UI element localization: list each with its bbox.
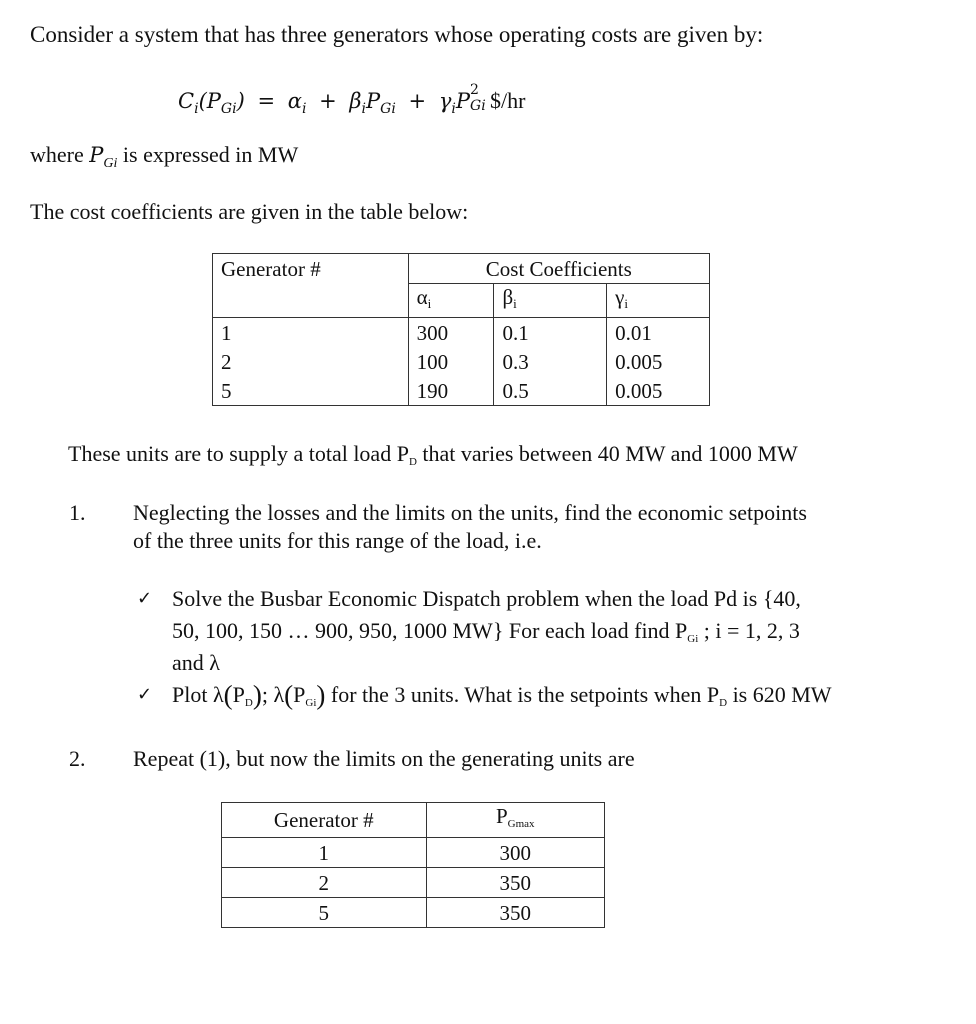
limits-cell-pmax: 350 bbox=[426, 898, 604, 928]
limits-cell-gen: 2 bbox=[222, 868, 427, 898]
q2-number: 2. bbox=[69, 746, 86, 771]
cell-alpha: 100 bbox=[408, 347, 494, 376]
load-text-b: that varies between 40 MW and 1000 MW bbox=[416, 441, 798, 466]
col-gamma bbox=[607, 284, 710, 318]
q1-bullet2 bbox=[172, 680, 832, 711]
bullet2-paren-open: ( bbox=[223, 680, 233, 710]
col-alpha bbox=[408, 284, 494, 318]
cell-beta: 0.3 bbox=[494, 347, 607, 376]
col-beta-symbol: β bbox=[502, 285, 514, 309]
q2-text: Repeat (1), but now the limits on the generating units are bbox=[133, 746, 635, 771]
cell-gamma: 0.005 bbox=[607, 376, 710, 406]
header-cost-coefficients: Cost Coefficients bbox=[408, 254, 709, 284]
bullet2-sub: D bbox=[719, 697, 728, 709]
bullet2-c: is 620 MW bbox=[727, 682, 832, 707]
where-var: P bbox=[89, 143, 104, 167]
table-row bbox=[213, 376, 710, 406]
bullet1-line2-b: ; i = 1, 2, 3 bbox=[698, 618, 800, 643]
where-line bbox=[30, 142, 298, 172]
load-sub: D bbox=[408, 456, 417, 468]
bullet1-line2-a: 50, 100, 150 … 900, 950, 1000 MW} For each load find P bbox=[172, 618, 688, 643]
col-gamma-symbol: γ bbox=[615, 285, 625, 309]
limits-cell-gen: 1 bbox=[222, 838, 427, 868]
bullet2-paren-close: ) bbox=[252, 680, 262, 710]
table-row bbox=[213, 318, 710, 348]
bullet2-paren-close-2: ) bbox=[316, 680, 326, 710]
load-statement bbox=[68, 441, 798, 468]
eq-equals: = bbox=[257, 89, 276, 113]
cell-gamma: 0.005 bbox=[607, 347, 710, 376]
col-alpha-sub: i bbox=[427, 296, 432, 311]
cost-table-subheader-row bbox=[213, 284, 710, 318]
eq-gamma-sub: i bbox=[451, 101, 456, 117]
col-beta-sub: i bbox=[513, 296, 517, 311]
col-gamma-sub: i bbox=[624, 296, 629, 311]
bullet2-mid: ; λ bbox=[261, 682, 285, 707]
header-generator-blank bbox=[213, 284, 409, 318]
table-row bbox=[222, 898, 605, 928]
table-row bbox=[222, 838, 605, 868]
eq-lhs-sub: Gi bbox=[220, 101, 237, 117]
limits-header-generator: Generator # bbox=[222, 803, 427, 838]
table-intro: The cost coefficients are given in the table below: bbox=[30, 199, 469, 224]
cost-table-header-row bbox=[213, 254, 710, 284]
where-prefix: where bbox=[30, 142, 84, 167]
eq-lhs-open: (P bbox=[198, 89, 221, 113]
bullet2-a: Plot λ bbox=[172, 682, 224, 707]
eq-p1: P bbox=[366, 89, 381, 113]
eq-beta: β bbox=[349, 89, 362, 113]
cell-beta: 0.1 bbox=[494, 318, 607, 348]
limits-header-p-sub: Gmax bbox=[507, 818, 535, 830]
check-icon: ✓ bbox=[137, 684, 153, 705]
eq-unit: $/hr bbox=[490, 88, 526, 113]
intro-text: Consider a system that has three generators whose operating costs are given by: bbox=[30, 22, 764, 47]
eq-alpha-sub: i bbox=[301, 101, 307, 117]
bullet2-p1-sub: D bbox=[244, 697, 253, 709]
limits-table-header-row bbox=[222, 803, 605, 838]
limits-cell-gen: 5 bbox=[222, 898, 427, 928]
limits-header-pmax bbox=[426, 803, 604, 838]
cell-gen: 1 bbox=[213, 318, 409, 348]
where-suffix: is expressed in MW bbox=[122, 142, 299, 167]
col-beta bbox=[494, 284, 607, 318]
cell-alpha: 300 bbox=[408, 318, 494, 348]
q1-bullet1-line-3: and λ bbox=[172, 650, 220, 675]
bullet1-line2-sub: Gi bbox=[687, 633, 699, 645]
eq-p2: P bbox=[455, 89, 471, 113]
limits-cell-pmax: 350 bbox=[426, 868, 604, 898]
cell-beta: 0.5 bbox=[494, 376, 607, 406]
check-icon: ✓ bbox=[137, 588, 153, 609]
bullet2-p2-sub: Gi bbox=[305, 697, 317, 709]
bullet2-paren-open-2: ( bbox=[284, 680, 294, 710]
cell-gen: 5 bbox=[213, 376, 409, 406]
col-alpha-symbol: α bbox=[416, 285, 428, 309]
eq-C-sub: i bbox=[194, 101, 199, 117]
eq-alpha: α bbox=[287, 89, 302, 113]
table-row bbox=[222, 868, 605, 898]
eq-gamma: γ bbox=[438, 89, 452, 113]
q1-line-1: Neglecting the losses and the limits on the units, find the economic setpoints bbox=[133, 500, 807, 525]
bullet2-p1: P bbox=[232, 682, 245, 707]
cell-gen: 2 bbox=[213, 347, 409, 376]
header-generator: Generator # bbox=[213, 254, 409, 284]
table-row bbox=[213, 347, 710, 376]
cost-equation bbox=[178, 82, 526, 117]
eq-beta-sub: i bbox=[361, 101, 367, 117]
q1-bullet1-line-1: Solve the Busbar Economic Dispatch problem when the load Pd is {40, bbox=[172, 586, 801, 611]
eq-p1-sub: Gi bbox=[380, 101, 396, 117]
limits-header-p: P bbox=[495, 804, 508, 828]
eq-lhs-close: ) bbox=[236, 89, 245, 113]
where-var-sub: Gi bbox=[103, 156, 118, 171]
eq-p2-sup: 2 bbox=[470, 82, 479, 98]
q1-number: 1. bbox=[69, 500, 86, 525]
eq-p2-sub: Gi bbox=[470, 98, 486, 114]
cell-gamma: 0.01 bbox=[607, 318, 710, 348]
eq-p2-scripts bbox=[470, 82, 490, 114]
eq-plus-2: + bbox=[408, 89, 427, 113]
bullet2-p2: P bbox=[293, 682, 306, 707]
q1-line-2: of the three units for this range of the load, i.e. bbox=[133, 528, 542, 553]
cost-coefficients-table bbox=[212, 253, 710, 406]
cell-alpha: 190 bbox=[408, 376, 494, 406]
limits-cell-pmax: 300 bbox=[426, 838, 604, 868]
eq-C: C bbox=[178, 89, 195, 113]
load-text-a: These units are to supply a total load P bbox=[68, 441, 409, 466]
generator-limits-table bbox=[221, 802, 605, 928]
eq-plus-1: + bbox=[319, 89, 337, 113]
bullet2-b: for the 3 units. What is the setpoints when P bbox=[325, 682, 720, 707]
q1-bullet1-line-2 bbox=[172, 618, 800, 645]
